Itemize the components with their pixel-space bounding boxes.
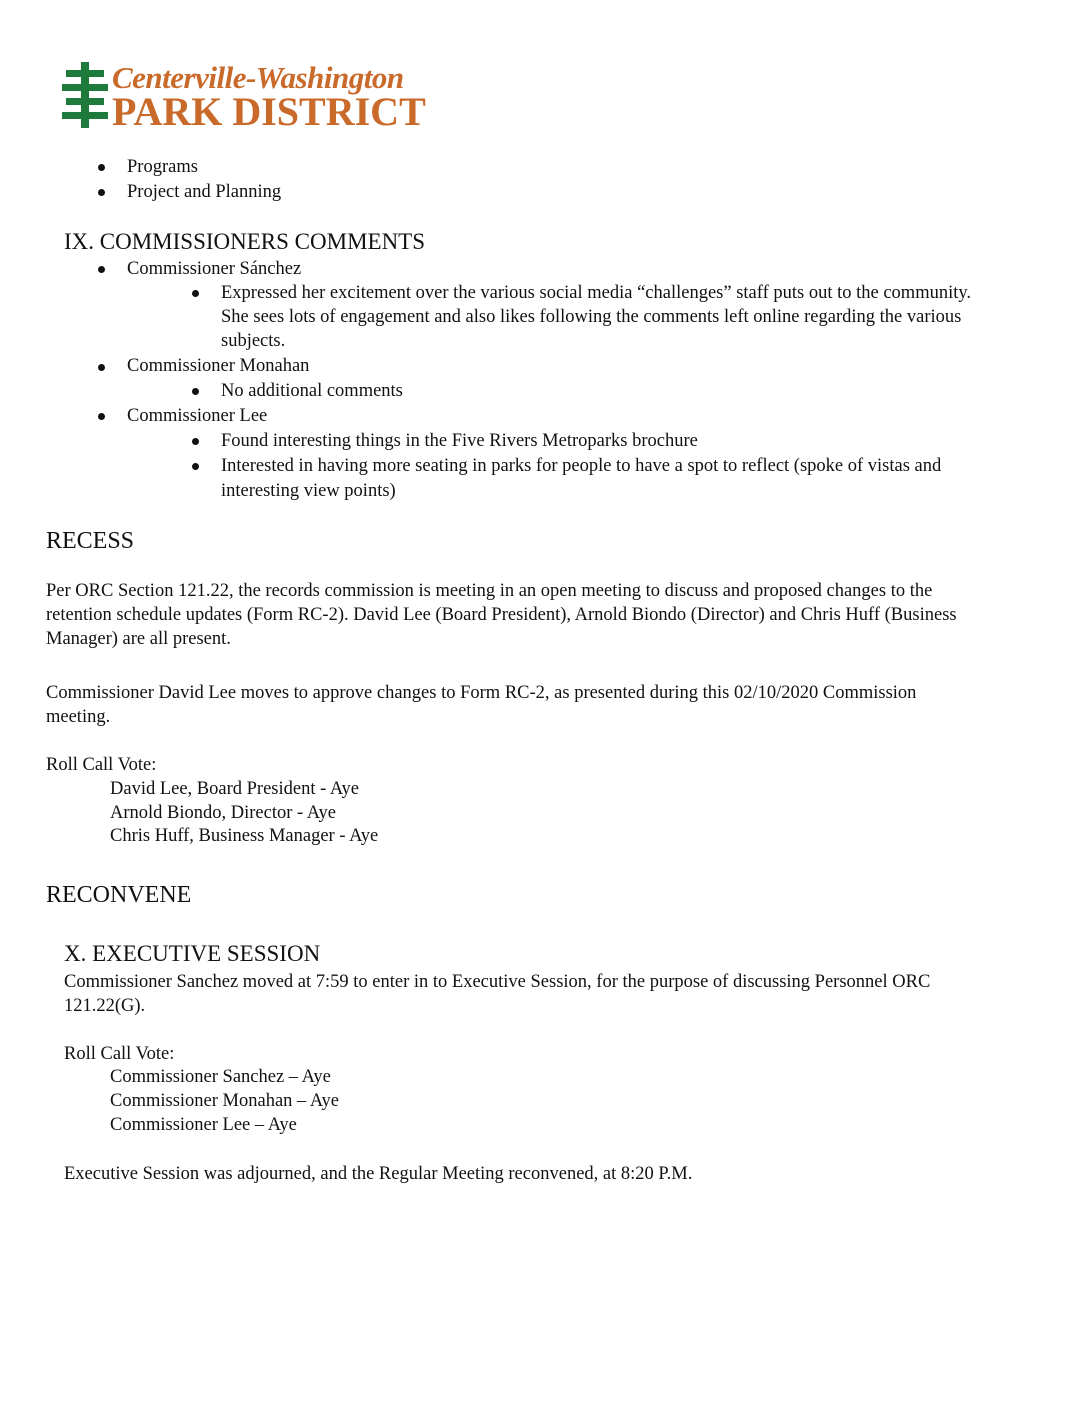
vote-line: Arnold Biondo, Director - Aye (110, 803, 336, 823)
comment-line: Found interesting things in the Five Rivers Metroparks brochure (221, 431, 698, 451)
logo-text-line2: PARK DISTRICT (112, 89, 426, 134)
list-bullet (98, 364, 105, 371)
comment-line: Interested in having more seating in parks for people to have a spot to reflect (spoke of vistas and (221, 456, 942, 476)
section-heading-recess: RECESS (46, 528, 135, 554)
closing-line: Executive Session was adjourned, and the Regular Meeting reconvened, at 8:20 P.M. (64, 1164, 693, 1184)
sub-bullet (192, 438, 199, 445)
comment-line: She sees lots of engagement and also likes following the comments left online regarding the various (221, 307, 962, 327)
pine-tree-icon (62, 62, 108, 130)
paragraph-line: Per ORC Section 121.22, the records commission is meeting in an open meeting to discuss and proposed changes to the (46, 581, 933, 601)
vote-line: Commissioner Monahan – Aye (110, 1091, 340, 1111)
commissioner-name: Commissioner Monahan (127, 356, 310, 376)
section-heading-commissioners: IX. COMMISSIONERS COMMENTS (64, 229, 426, 254)
paragraph-line: meeting. (46, 707, 111, 727)
list-bullet (98, 266, 105, 273)
list-item: Project and Planning (127, 182, 282, 202)
roll-call-label: Roll Call Vote: (64, 1044, 175, 1064)
comment-line: subjects. (221, 331, 286, 351)
comment-line: No additional comments (221, 381, 403, 401)
sub-bullet (192, 290, 199, 297)
sub-bullet (192, 463, 199, 470)
list-item: Programs (127, 157, 198, 177)
paragraph-line: retention schedule updates (Form RC-2). David Lee (Board President), Arnold Biondo (Director) and Chris Huff (Business (46, 605, 957, 625)
list-bullet (98, 164, 105, 171)
vote-line: Chris Huff, Business Manager - Aye (110, 826, 379, 846)
commissioner-name: Commissioner Sánchez (127, 259, 302, 279)
roll-call-label: Roll Call Vote: (46, 755, 157, 775)
vote-line: Commissioner Lee – Aye (110, 1115, 297, 1135)
paragraph-line: Commissioner David Lee moves to approve changes to Form RC-2, as presented during this 02/10/2020 Commission (46, 683, 917, 703)
paragraph-line: Commissioner Sanchez moved at 7:59 to enter in to Executive Session, for the purpose of discussing Personnel ORC (64, 972, 931, 992)
sub-bullet (192, 388, 199, 395)
comment-line: Expressed her excitement over the various social media “challenges” staff puts out to the community. (221, 283, 972, 303)
paragraph-line: Manager) are all present. (46, 629, 231, 649)
list-bullet (98, 413, 105, 420)
vote-line: Commissioner Sanchez – Aye (110, 1067, 331, 1087)
section-heading-executive: X. EXECUTIVE SESSION (64, 941, 321, 966)
section-heading-reconvene: RECONVENE (46, 882, 192, 908)
list-bullet (98, 189, 105, 196)
vote-line: David Lee, Board President - Aye (110, 779, 360, 799)
paragraph-line: 121.22(G). (64, 996, 146, 1016)
comment-line: interesting view points) (221, 481, 396, 501)
commissioner-name: Commissioner Lee (127, 406, 268, 426)
park-district-logo (62, 60, 442, 132)
logo-text-line1: Centerville-Washington (112, 60, 404, 95)
